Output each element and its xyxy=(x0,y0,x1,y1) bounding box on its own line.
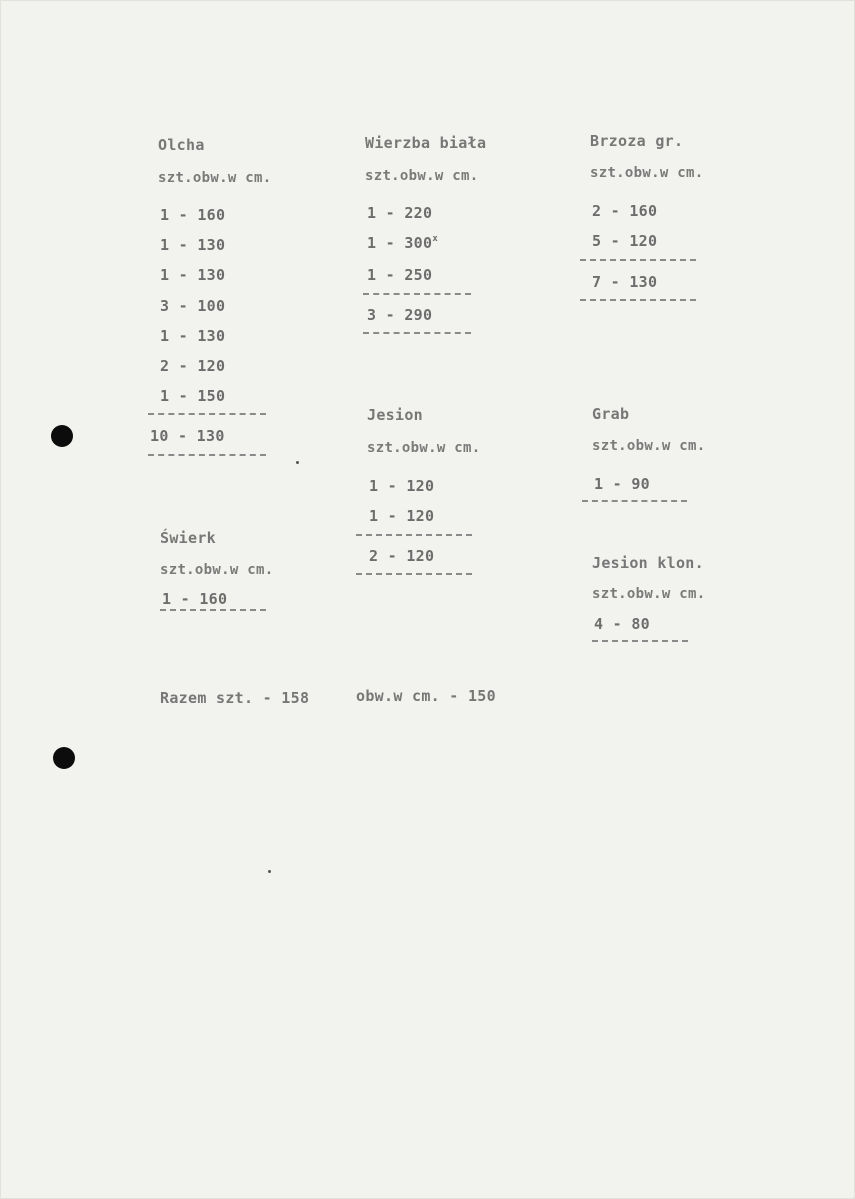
brzoza-row: 2 - 160 xyxy=(592,202,658,220)
punch-hole-top xyxy=(51,425,73,447)
olcha-row: 1 - 130 xyxy=(160,236,226,254)
brzoza-sum-rule xyxy=(580,259,696,261)
wierzba-total: 3 - 290 xyxy=(367,306,433,324)
summary-count: Razem szt. - 158 xyxy=(160,689,310,707)
wierzba-row: 1 - 300$^x$ xyxy=(367,234,439,252)
jesion-row: 1 - 120 xyxy=(369,507,435,525)
brzoza-total-underline xyxy=(580,299,696,301)
olcha-title: Olcha xyxy=(158,136,205,154)
olcha-sum-rule xyxy=(148,413,266,415)
grab-total: 1 - 90 xyxy=(594,475,650,493)
paper-speck xyxy=(268,870,271,873)
olcha-row: 1 - 160 xyxy=(160,206,226,224)
jesion-total: 2 - 120 xyxy=(369,547,435,565)
olcha-row: 3 - 100 xyxy=(160,297,226,315)
grab-title: Grab xyxy=(592,405,630,423)
wierzba-subtitle: szt.obw.w cm. xyxy=(365,168,479,184)
wierzba-title: Wierzba biała xyxy=(365,134,487,152)
jesion-row: 1 - 120 xyxy=(369,477,435,495)
jesion-total-underline xyxy=(356,573,472,575)
wierzba-row: 1 - 220 xyxy=(367,204,433,222)
brzoza-title: Brzoza gr. xyxy=(590,132,684,150)
wierzba-sum-rule xyxy=(363,293,471,295)
jesion-subtitle: szt.obw.w cm. xyxy=(367,440,481,456)
wierzba-row-mark: x xyxy=(432,234,439,244)
summary-girth: obw.w cm. - 150 xyxy=(356,687,496,705)
olcha-subtitle: szt.obw.w cm. xyxy=(158,170,272,186)
jesion-title: Jesion xyxy=(367,406,423,424)
brzoza-subtitle: szt.obw.w cm. xyxy=(590,165,704,181)
wierzba-row: 1 - 250 xyxy=(367,266,433,284)
olcha-row: 2 - 120 xyxy=(160,357,226,375)
jesion-klon-title: Jesion klon. xyxy=(592,554,704,572)
olcha-total-underline xyxy=(148,454,266,456)
swierk-subtitle: szt.obw.w cm. xyxy=(160,562,274,578)
wierzba-total-underline xyxy=(363,332,471,334)
swierk-total: 1 - 160 xyxy=(162,590,228,608)
olcha-total: 10 - 130 xyxy=(150,427,225,445)
jesion-klon-subtitle: szt.obw.w cm. xyxy=(592,586,706,602)
brzoza-row: 5 - 120 xyxy=(592,232,658,250)
jesion-klon-total-underline xyxy=(592,640,688,642)
swierk-title: Świerk xyxy=(160,529,216,547)
jesion-klon-total: 4 - 80 xyxy=(594,615,650,633)
olcha-row: 1 - 130 xyxy=(160,327,226,345)
punch-hole-bottom xyxy=(53,747,75,769)
grab-total-underline xyxy=(582,500,687,502)
paper-speck xyxy=(296,461,299,464)
olcha-row: 1 - 130 xyxy=(160,266,226,284)
brzoza-total: 7 - 130 xyxy=(592,273,658,291)
olcha-row: 1 - 150 xyxy=(160,387,226,405)
jesion-sum-rule xyxy=(356,534,472,536)
swierk-total-underline xyxy=(160,609,266,611)
grab-subtitle: szt.obw.w cm. xyxy=(592,438,706,454)
